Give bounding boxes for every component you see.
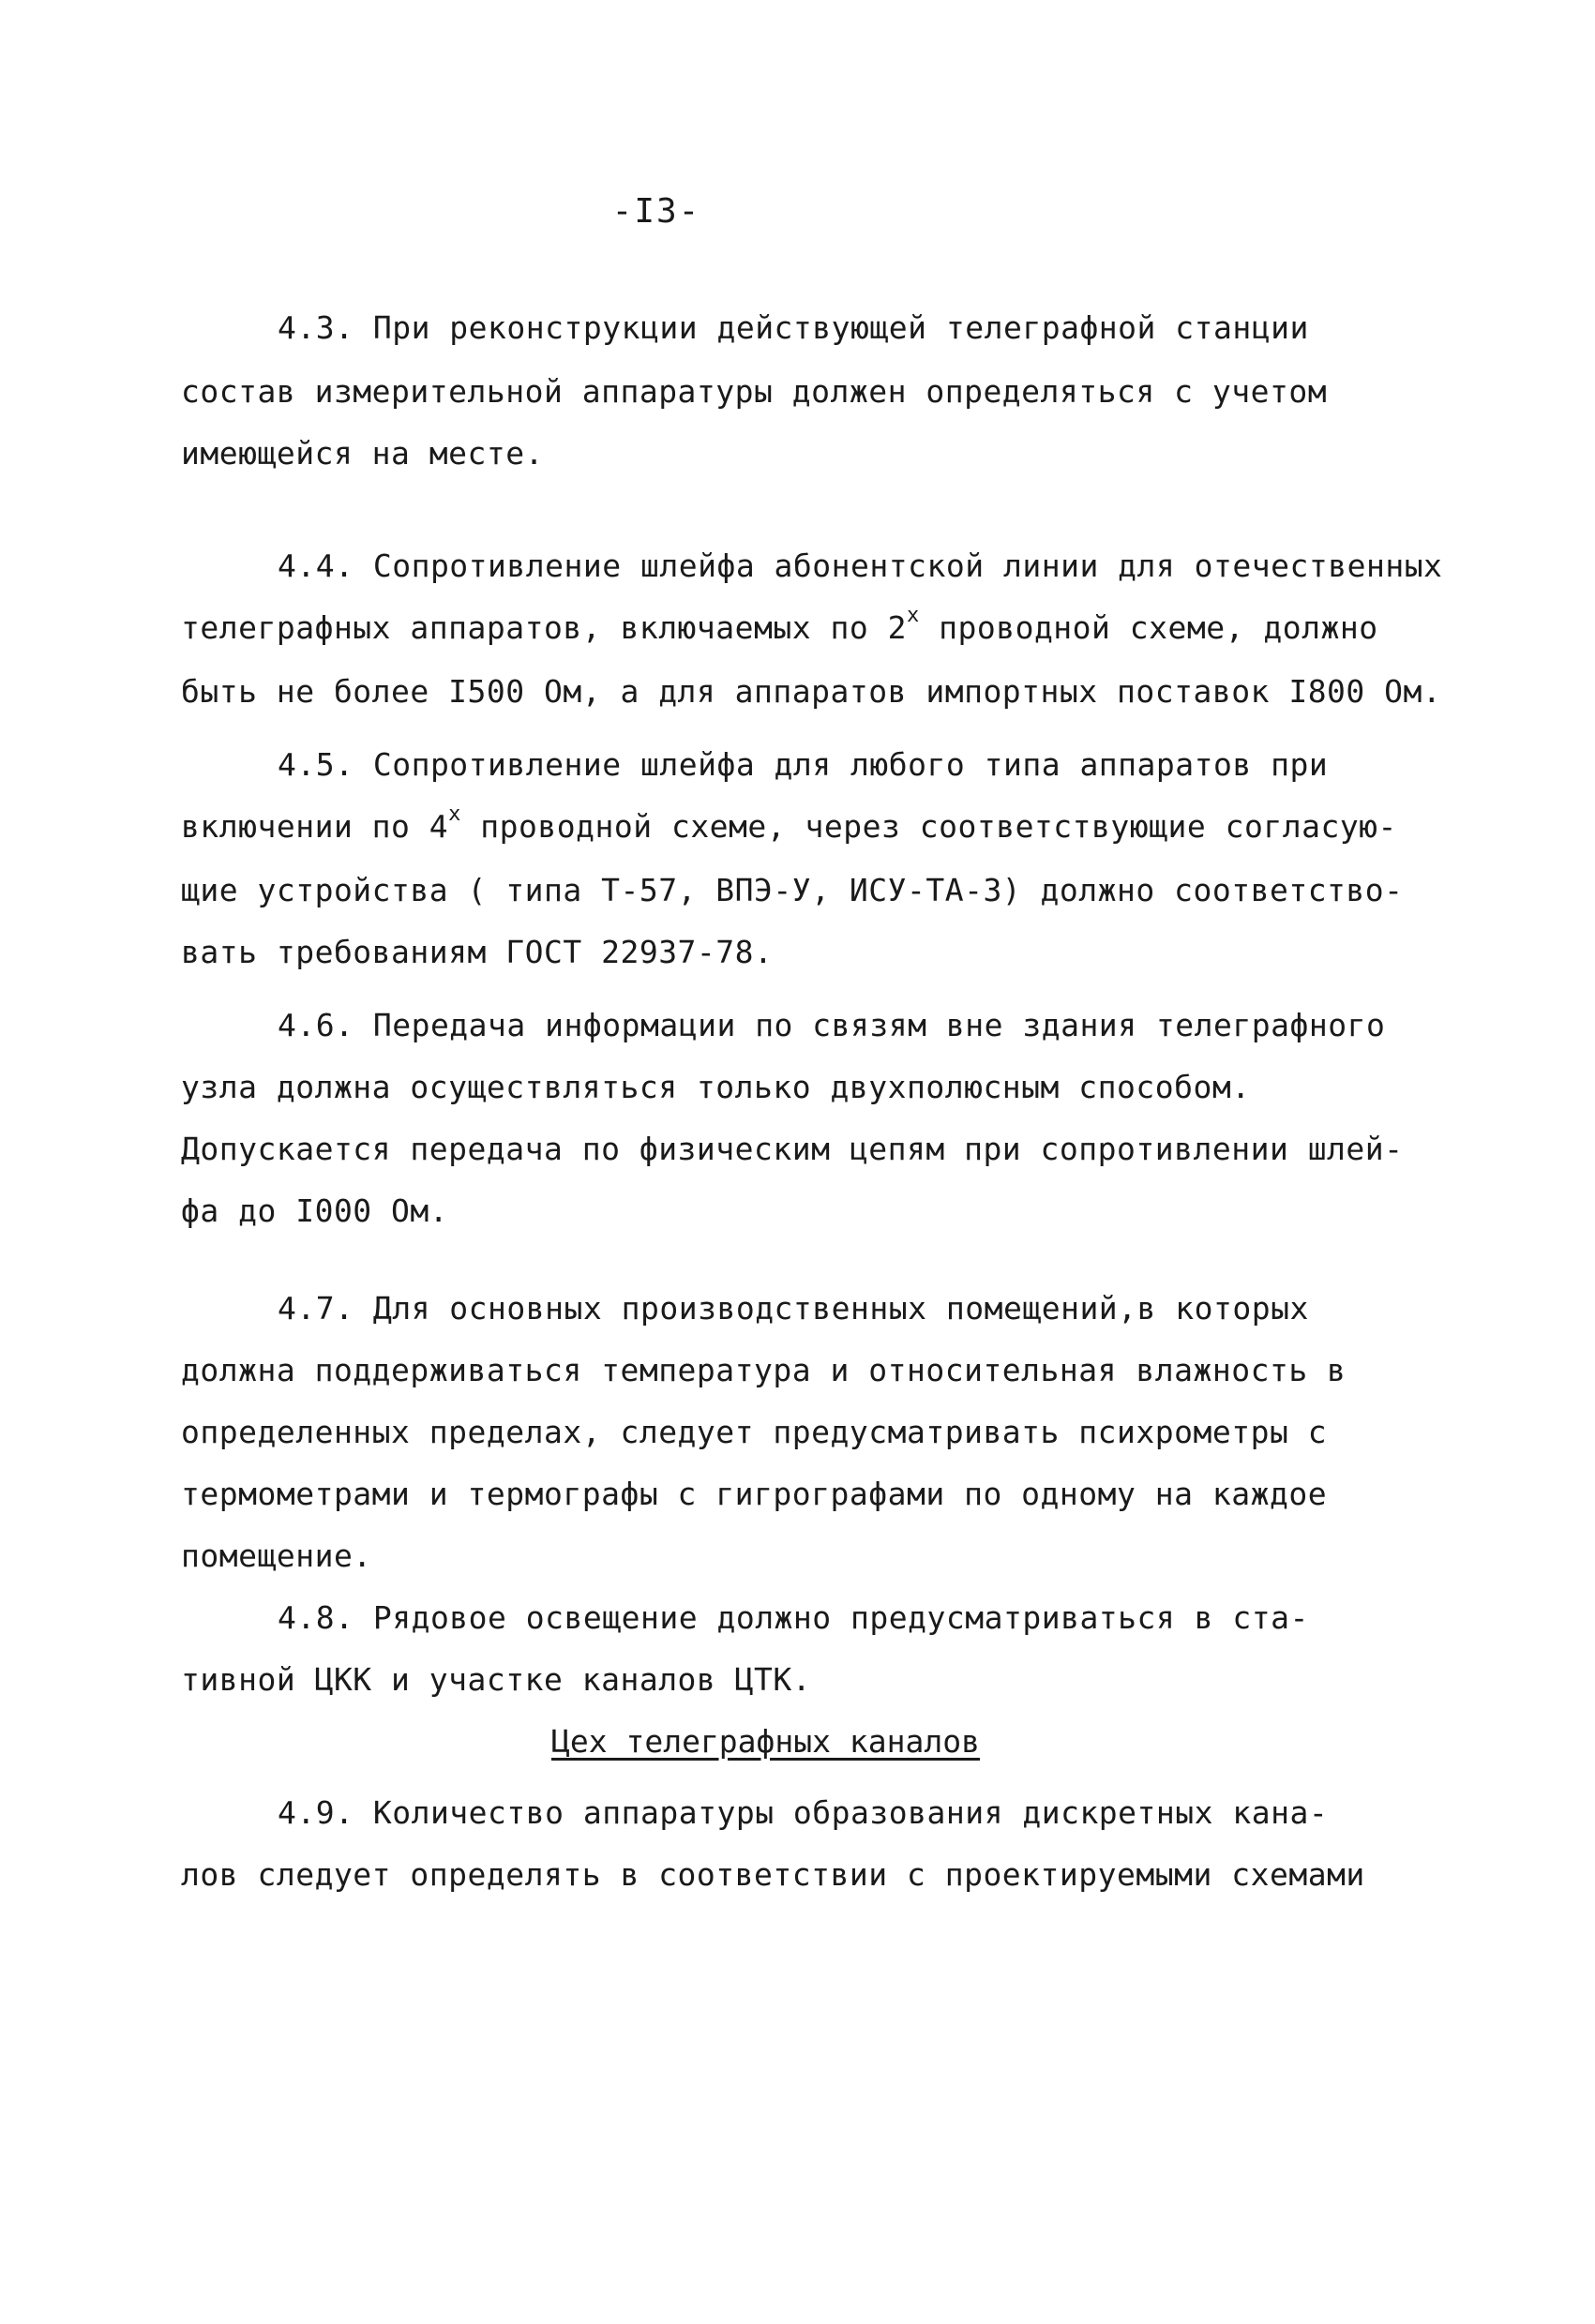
superscript: x [906,604,920,627]
paragraph-line: тивной ЦКК и участке каналов ЦТК. [181,1661,812,1698]
page-number: -I3- [611,192,701,231]
paragraph-line: 4.3. При реконструкции действующей телеграфной станции [278,309,1309,346]
paragraph-line: 4.7. Для основных производственных помещений,в которых [278,1290,1309,1327]
line-text: включении по 4 [181,808,449,845]
paragraph-line [181,604,1378,646]
paragraph-line: 4.5. Сопротивление шлейфа для любого типа аппаратов при [278,746,1329,783]
paragraph-line: состав измерительной аппаратуры должен определяться с учетом [181,373,1328,410]
paragraph-line [181,802,1397,845]
paragraph-line: 4.9. Количество аппаратуры образования дискретных кана- [278,1794,1329,1831]
paragraph-line: должна поддерживаться температура и относительная влажность в [181,1352,1347,1388]
paragraph-line: быть не более I500 Ом, а для аппаратов импортных поставок I800 Ом. [181,673,1442,710]
line-text: проводной схеме, должно [919,609,1378,646]
paragraph-line: фа до I000 Ом. [181,1192,449,1229]
paragraph-line: лов следует определять в соответствии с проектируемыми схемами [181,1856,1365,1893]
paragraph-line: вать требованиям ГОСТ 22937-78. [181,934,774,970]
paragraph-line: определенных пределах, следует предусматривать психрометры с [181,1414,1328,1450]
paragraph-line: Допускается передача по физическим цепям при сопротивлении шлей- [181,1131,1404,1167]
paragraph-line: 4.6. Передача информации по связям вне здания телеграфного [278,1007,1386,1043]
superscript: x [448,802,461,826]
paragraph-line: 4.8. Рядовое освещение должно предусматриваться в ста- [278,1599,1309,1636]
line-text: телеграфных аппаратов, включаемых по 2 [181,609,907,646]
paragraph-line: щие устройства ( типа Т-57, ВПЭ-У, ИСУ-ТА-3) должно соответство- [181,872,1404,908]
paragraph-line: помещение. [181,1537,372,1574]
section-heading: Цех телеграфных каналов [551,1723,980,1760]
line-text: проводной схеме, через соответствующие согласую- [460,808,1397,845]
paragraph-line: имеющейся на месте. [181,435,544,472]
paragraph-line: термометрами и термографы с гигрографами по одному на каждое [181,1476,1328,1512]
paragraph-line: узла должна осуществляться только двухполюсным способом. [181,1069,1251,1105]
paragraph-line: 4.4. Сопротивление шлейфа абонентской линии для отечественных [278,547,1443,584]
